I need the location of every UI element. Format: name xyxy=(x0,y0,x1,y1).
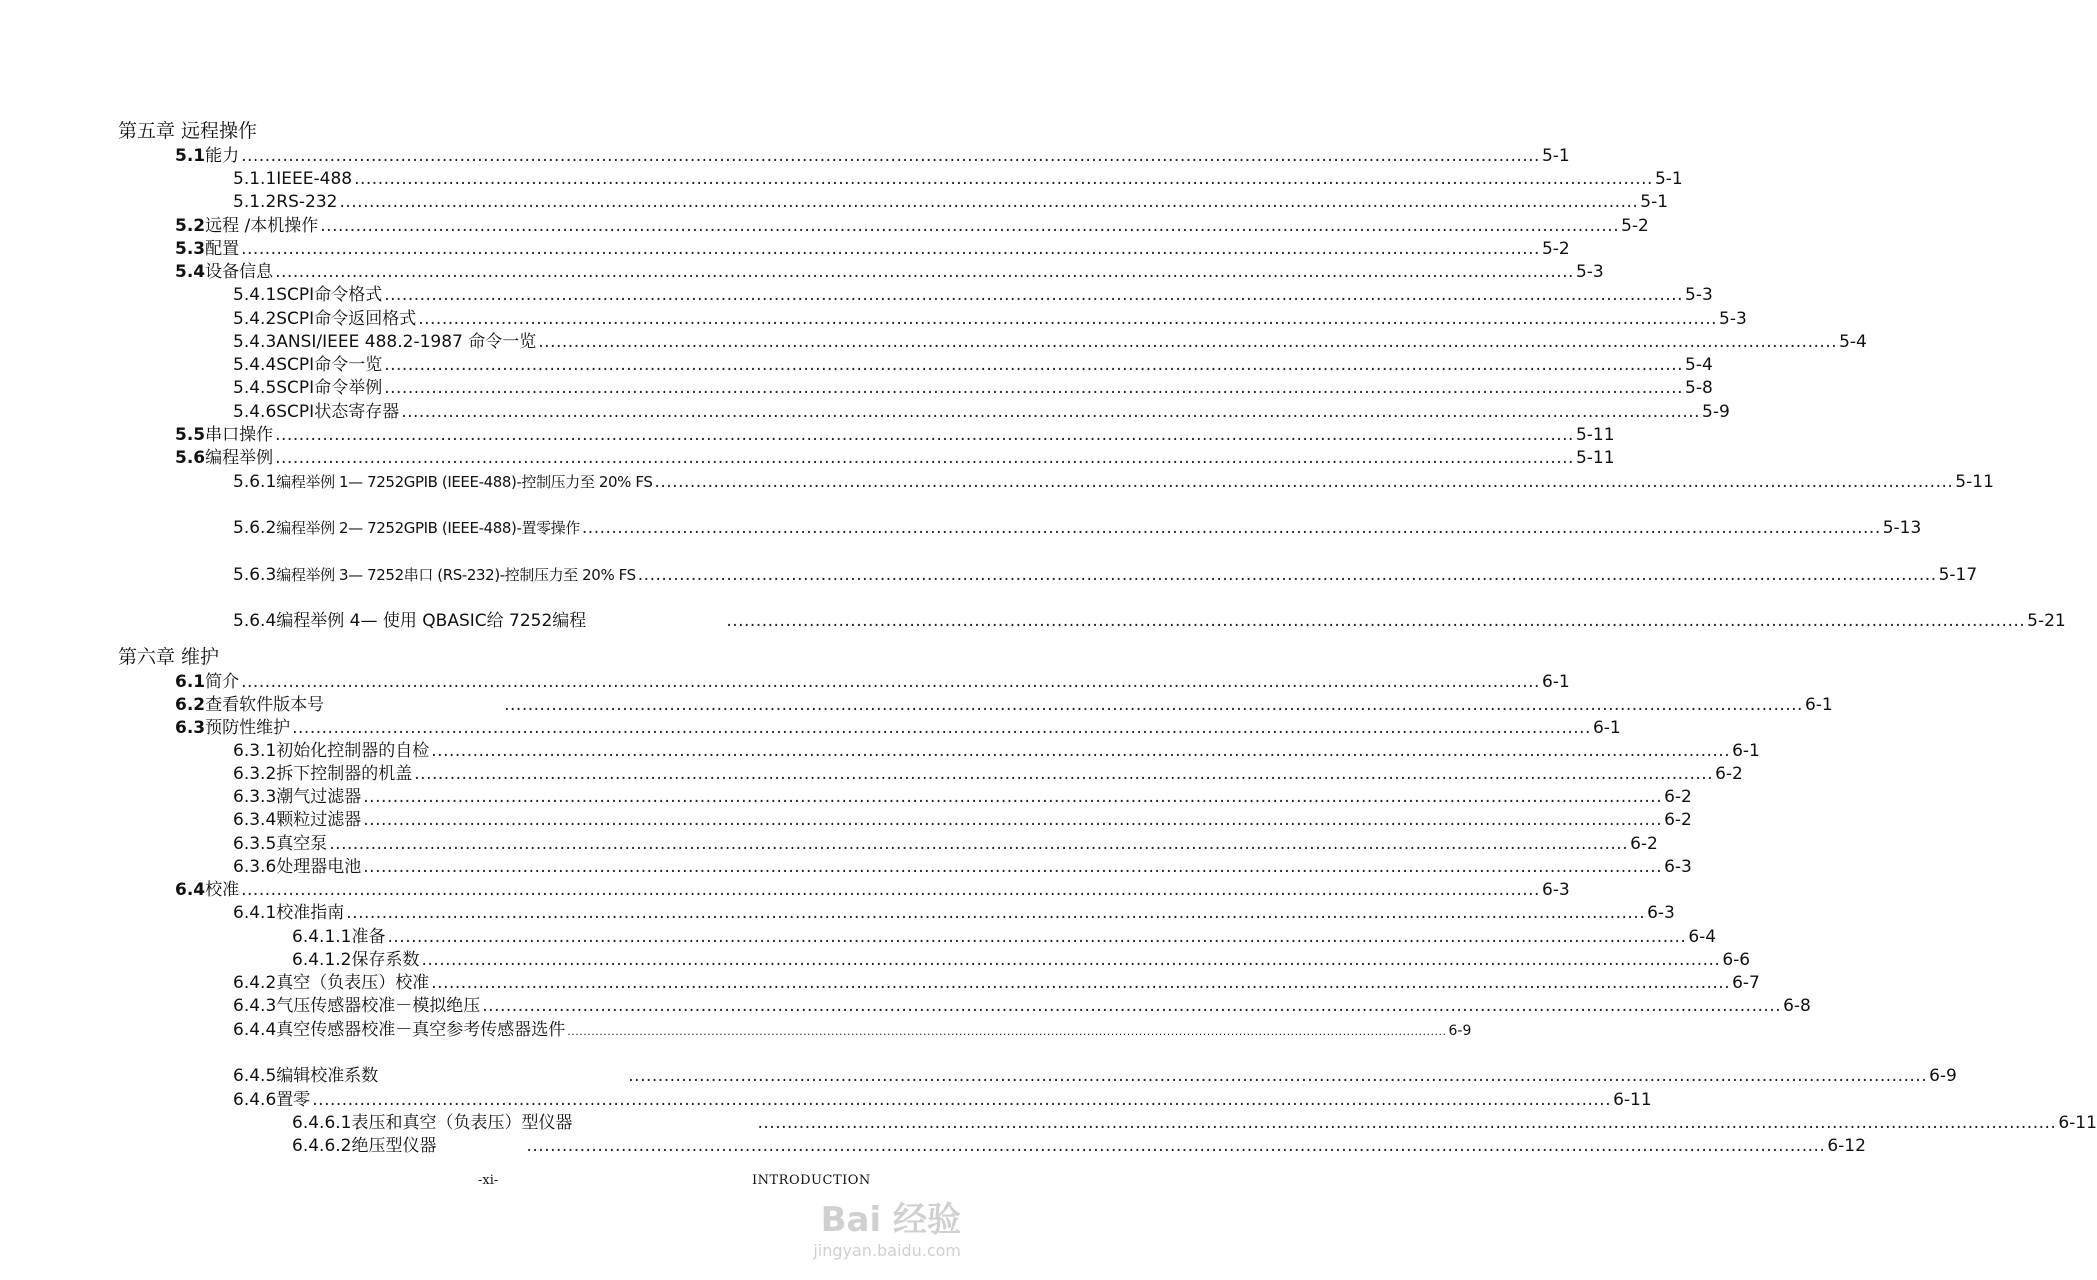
chapter-heading: 第六章 维护 xyxy=(118,646,220,668)
toc-entry[interactable]: 6.3.3 潮气过滤器 ............................................................................................................................................................................................................................ 6-2 xyxy=(233,787,1692,807)
toc-entry[interactable]: 6.2 查看软件版本号 ............................................................................................................................................................................................................................ 6-1 xyxy=(175,695,1833,715)
watermark xyxy=(813,1192,961,1260)
toc-entry[interactable]: 6.1 简介 ............................................................................................................................................................................................................................ 6-1 xyxy=(175,672,1570,692)
toc-entry[interactable]: 6.4.4 真空传感器校准－真空参考传感器选件 ............................................................................................................................................................................................................................ 6-9 xyxy=(233,1020,1472,1040)
toc-entry[interactable]: 6.4.6.1 表压和真空（负表压）型仪器 ............................................................................................................................................................................................................................ 6-11 xyxy=(292,1113,2097,1133)
toc-entry[interactable]: 5.4.3 ANSI/IEEE 488.2-1987 命令一览 ............................................................................................................................................................................................................................ 5-4 xyxy=(233,332,1867,352)
toc-entry[interactable]: 6.4.1.2 保存系数 ............................................................................................................................................................................................................................ 6-6 xyxy=(292,950,1751,970)
toc-entry[interactable]: 5.3 配置 ............................................................................................................................................................................................................................ 5-2 xyxy=(175,239,1570,259)
watermark-brand: Bai 经验 xyxy=(820,1200,961,1240)
toc-entry[interactable]: 6.3 预防性维护 ............................................................................................................................................................................................................................ 6-1 xyxy=(175,718,1621,738)
toc-entry[interactable]: 5.1 能力 ............................................................................................................................................................................................................................ 5-1 xyxy=(175,146,1570,166)
toc-entry[interactable]: 6.4.3 气压传感器校准－模拟绝压 ............................................................................................................................................................................................................................ 6-8 xyxy=(233,996,1811,1016)
toc-entry[interactable]: 6.3.2 拆下控制器的机盖 ............................................................................................................................................................................................................................ 6-2 xyxy=(233,764,1743,784)
toc-entry[interactable]: 6.4.1 校准指南 ............................................................................................................................................................................................................................ 6-3 xyxy=(233,903,1675,923)
toc-entry[interactable]: 6.4.1.1 准备 ............................................................................................................................................................................................................................ 6-4 xyxy=(292,927,1717,947)
toc-entry[interactable]: 5.4.4 SCPI命令一览 ............................................................................................................................................................................................................................ 5-4 xyxy=(233,355,1713,375)
toc-entry[interactable]: 5.4.2 SCPI命令返回格式 ............................................................................................................................................................................................................................ 5-3 xyxy=(233,309,1747,329)
page-number: -xi- xyxy=(478,1173,499,1188)
toc-entry[interactable]: 5.6.3 编程举例 3— 7252串口 (RS-232)-控制压力至 20% FS ............................................................................................................................................................................................................................ 5-17 xyxy=(233,565,1978,585)
toc-entry[interactable]: 5.4.5 SCPI命令举例 ............................................................................................................................................................................................................................ 5-8 xyxy=(233,378,1713,398)
toc-entry[interactable]: 5.4.1 SCPI命令格式 ............................................................................................................................................................................................................................ 5-3 xyxy=(233,285,1713,305)
section-label: INTRODUCTION xyxy=(752,1173,871,1188)
watermark-url: jingyan.baidu.com xyxy=(813,1241,961,1260)
toc-entry[interactable]: 5.6.2 编程举例 2— 7252GPIB (IEEE-488)-置零操作 ............................................................................................................................................................................................................................ 5-13 xyxy=(233,518,1922,538)
toc-entry[interactable]: 6.4.5 编辑校准系数 ............................................................................................................................................................................................................................ 6-9 xyxy=(233,1066,1957,1086)
toc-entry[interactable]: 5.6.4 编程举例 4— 使用 QBASIC给 7252编程 ............................................................................................................................................................................................................................ 5-21 xyxy=(233,611,2066,631)
toc-entry[interactable]: 6.3.1 初始化控制器的自检 ............................................................................................................................................................................................................................ 6-1 xyxy=(233,741,1760,761)
toc-entry[interactable]: 5.6 编程举例 ............................................................................................................................................................................................................................ 5-11 xyxy=(175,448,1615,468)
toc-entry[interactable]: 5.4.6 SCPI状态寄存器 ............................................................................................................................................................................................................................ 5-9 xyxy=(233,402,1730,422)
toc-entry[interactable]: 5.2 远程 /本机操作 ............................................................................................................................................................................................................................ 5-2 xyxy=(175,216,1649,236)
toc-entry[interactable]: 6.4 校准 ............................................................................................................................................................................................................................ 6-3 xyxy=(175,880,1570,900)
toc-entry[interactable]: 6.3.6 处理器电池 ............................................................................................................................................................................................................................ 6-3 xyxy=(233,857,1692,877)
toc-entry[interactable]: 6.4.6 置零 ............................................................................................................................................................................................................................ 6-11 xyxy=(233,1090,1652,1110)
toc-entry[interactable]: 5.1.2 RS-232 ............................................................................................................................................................................................................................ 5-1 xyxy=(233,192,1669,212)
toc-entry[interactable]: 5.1.1 IEEE-488 ............................................................................................................................................................................................................................ 5-1 xyxy=(233,169,1683,189)
chapter-heading: 第五章 远程操作 xyxy=(118,120,258,142)
toc-entry[interactable]: 6.4.6.2 绝压型仪器 ............................................................................................................................................................................................................................ 6-12 xyxy=(292,1136,1866,1156)
toc-entry[interactable]: 6.3.4 颗粒过滤器 ............................................................................................................................................................................................................................ 6-2 xyxy=(233,810,1692,830)
toc-entry[interactable]: 6.4.2 真空（负表压）校准 ............................................................................................................................................................................................................................ 6-7 xyxy=(233,973,1760,993)
toc-entry[interactable]: 5.5 串口操作 ............................................................................................................................................................................................................................ 5-11 xyxy=(175,425,1615,445)
toc-entry[interactable]: 5.4 设备信息 ............................................................................................................................................................................................................................ 5-3 xyxy=(175,262,1604,282)
toc-entry[interactable]: 5.6.1 编程举例 1— 7252GPIB (IEEE-488)-控制压力至 20% FS ............................................................................................................................................................................................................................ 5-11 xyxy=(233,472,1994,492)
toc-entry[interactable]: 6.3.5 真空泵 ............................................................................................................................................................................................................................ 6-2 xyxy=(233,834,1658,854)
